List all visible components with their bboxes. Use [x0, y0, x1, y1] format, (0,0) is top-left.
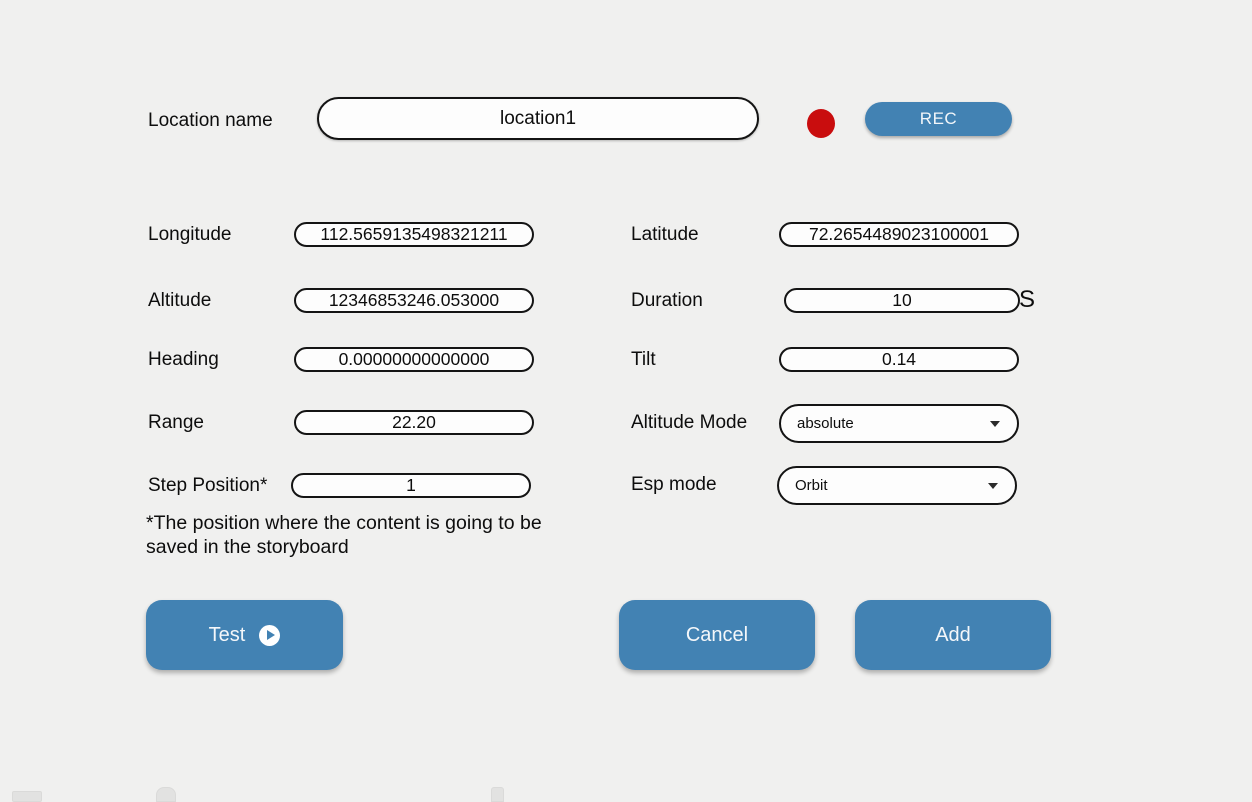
altitude-mode-value: absolute [797, 415, 854, 432]
latitude-label: Latitude [631, 224, 699, 245]
tilt-input[interactable] [779, 347, 1019, 372]
esp-mode-label: Esp mode [631, 474, 717, 495]
altitude-mode-select[interactable] [779, 404, 1019, 443]
step-position-footnote: *The position where the content is going to be saved in the storyboard [146, 512, 542, 558]
cancel-button-label: Cancel [685, 623, 749, 646]
cancel-button[interactable] [619, 600, 815, 670]
record-indicator-icon [807, 109, 835, 138]
altitude-label: Altitude [148, 290, 212, 311]
duration-unit-label: S [1019, 286, 1036, 313]
duration-label: Duration [631, 290, 703, 311]
chevron-down-icon [990, 421, 1000, 427]
heading-input[interactable] [294, 347, 534, 372]
add-button[interactable] [855, 600, 1051, 670]
test-button-label: Test [208, 623, 246, 646]
step-position-label: Step Position* [148, 475, 268, 496]
altitude-input[interactable] [294, 288, 534, 313]
step-position-input[interactable] [291, 473, 531, 498]
add-button-label: Add [935, 623, 971, 646]
rec-button[interactable]: REC [865, 102, 1012, 136]
tilt-label: Tilt [631, 349, 656, 370]
longitude-input[interactable] [294, 222, 534, 247]
range-input[interactable] [294, 410, 534, 435]
chevron-down-icon [988, 483, 998, 489]
esp-mode-value: Orbit [795, 477, 828, 494]
bottom-edge-artifact [12, 791, 42, 802]
duration-input[interactable] [784, 288, 1020, 313]
heading-label: Heading [148, 349, 219, 370]
location-name-input[interactable] [317, 97, 759, 140]
longitude-label: Longitude [148, 224, 232, 245]
range-label: Range [148, 412, 204, 433]
play-icon [259, 625, 280, 646]
latitude-input[interactable] [779, 222, 1019, 247]
test-button[interactable] [146, 600, 343, 670]
altitude-mode-label: Altitude Mode [631, 412, 748, 433]
esp-mode-select[interactable] [777, 466, 1017, 505]
location-name-label: Location name [148, 110, 273, 131]
